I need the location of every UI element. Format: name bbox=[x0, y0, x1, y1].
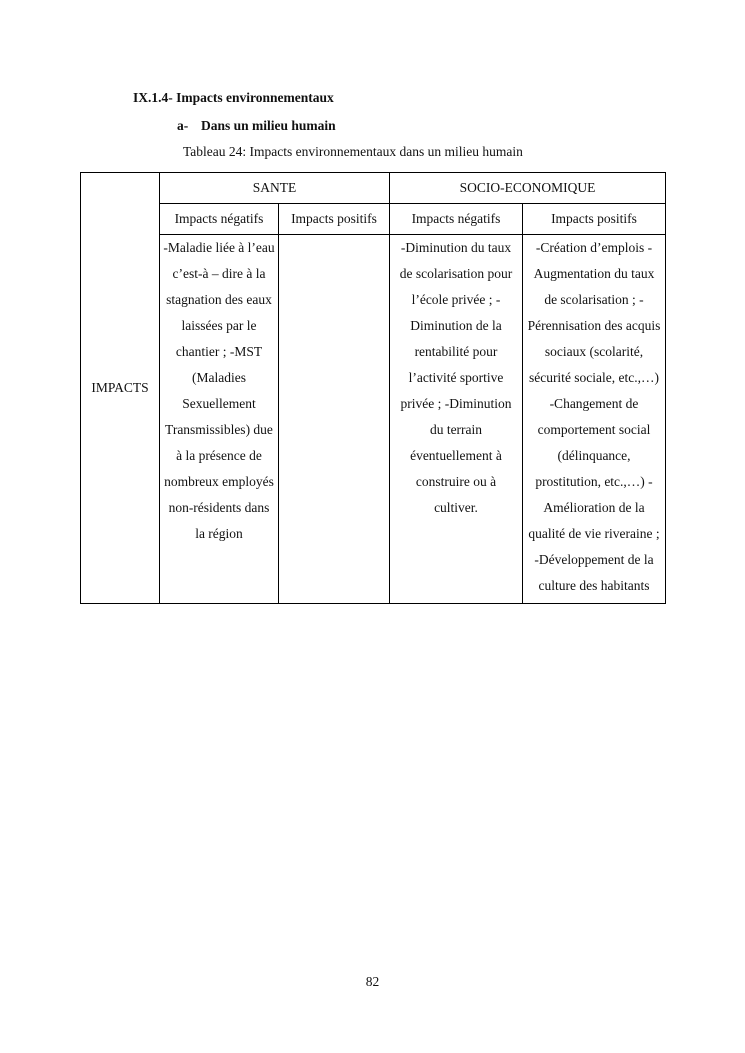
cell-sante-positifs bbox=[279, 235, 390, 604]
subheader-socio-negatifs: Impacts négatifs bbox=[390, 204, 523, 235]
impacts-table bbox=[80, 172, 666, 604]
page-number: 82 bbox=[365, 974, 380, 989]
cell-sante-negatifs bbox=[160, 235, 279, 604]
cell-text-sante-negatifs: -Maladie liée à l’eau c’est-à – dire à la stagnation des eaux laissées par le chantier ; -MST (Maladies Sexuellement Transmissibles) due à la présence de nombreux employés non-résidents dans la région bbox=[163, 240, 275, 541]
subsection-letter: a- bbox=[177, 118, 189, 133]
subsection-title: Dans un milieu humain bbox=[201, 118, 336, 133]
group-header-socio-economique: SOCIO-ECONOMIQUE bbox=[390, 173, 666, 204]
subheader-sante-positifs: Impacts positifs bbox=[279, 204, 390, 235]
group-header-sante: SANTE bbox=[160, 173, 390, 204]
section-heading: IX.1.4- Impacts environnementaux bbox=[133, 90, 334, 105]
table-subheader-row bbox=[81, 204, 666, 235]
subheader-socio-positifs: Impacts positifs bbox=[523, 204, 666, 235]
row-header-impacts: IMPACTS bbox=[81, 173, 160, 604]
table-group-header-row bbox=[81, 173, 666, 204]
cell-text-socio-positifs: -Création d’emplois -Augmentation du taux de scolarisation ; -Pérennisation des acquis sociaux (scolarité, sécurité sociale, etc.,…) -Changement de comportement social (délinquance, prostitution, etc.,…) -Amélioration de la qualité de vie riveraine ; -Développement de la culture des habitants bbox=[527, 240, 661, 593]
cell-text-socio-negatifs: -Diminution du taux de scolarisation pour l’école privée ; -Diminution de la rentabilité pour l’activité sportive privée ; -Diminution du terrain éventuellement à construire ou à cultiver. bbox=[399, 240, 513, 515]
table-content-row bbox=[81, 235, 666, 604]
subheader-sante-negatifs: Impacts négatifs bbox=[160, 204, 279, 235]
subsection-heading bbox=[177, 117, 336, 135]
cell-socio-positifs bbox=[523, 235, 666, 604]
cell-socio-negatifs bbox=[390, 235, 523, 604]
table-caption: Tableau 24: Impacts environnementaux dans un milieu humain bbox=[183, 144, 523, 159]
